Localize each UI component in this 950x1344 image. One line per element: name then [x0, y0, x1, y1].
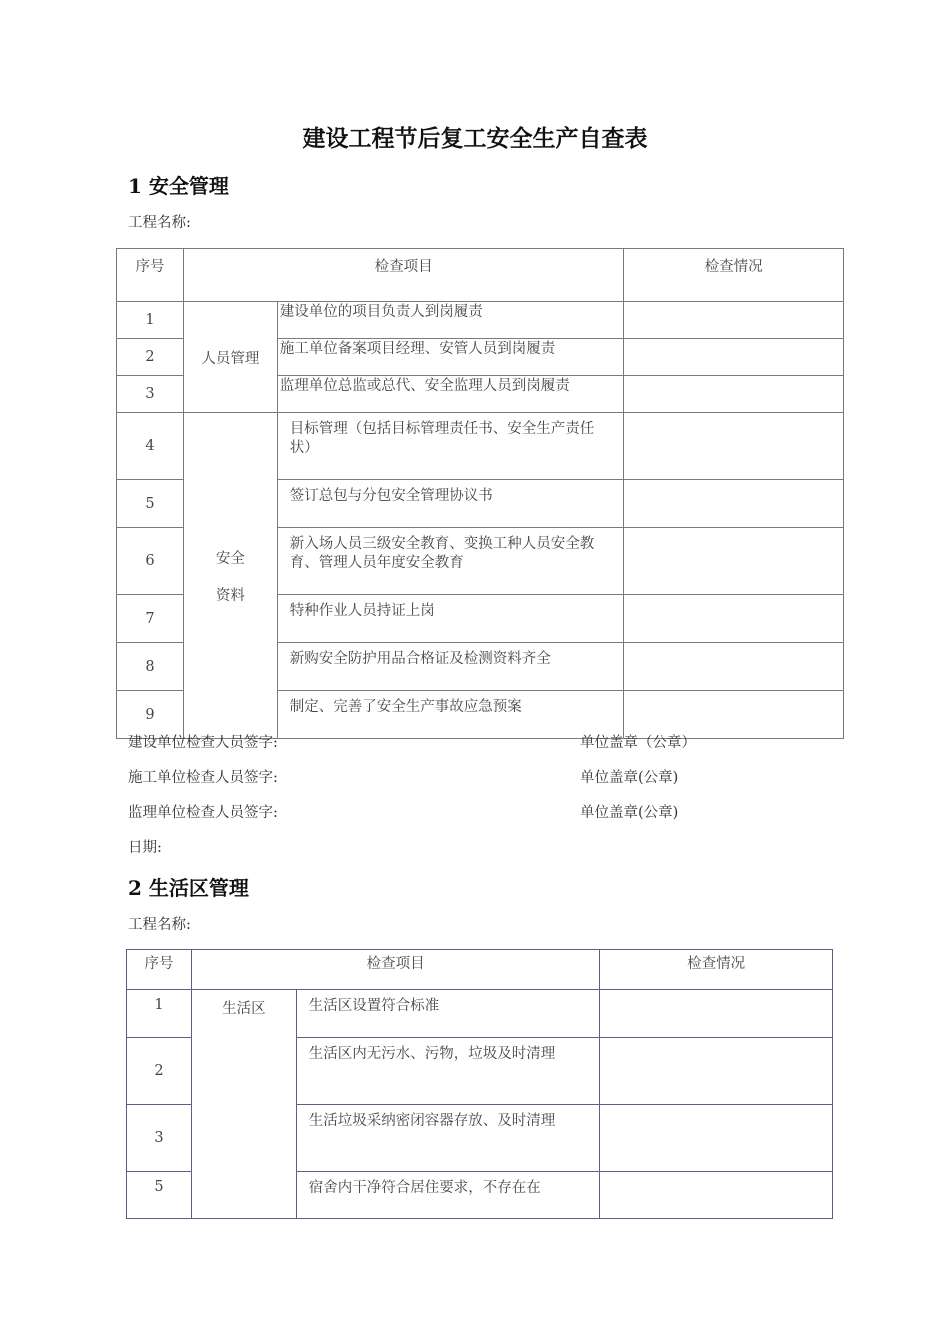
- row-item: 生活区设置符合标准: [296, 990, 600, 1038]
- status-cell[interactable]: [624, 643, 844, 691]
- signature-contractor-label: 施工单位检查人员签字:: [128, 770, 278, 786]
- row-item: 目标管理（包括目标管理责任书、安全生产责任状）: [277, 413, 624, 480]
- status-cell[interactable]: [600, 990, 833, 1038]
- status-cell[interactable]: [624, 339, 844, 376]
- status-cell[interactable]: [600, 1172, 833, 1219]
- row-no: 2: [117, 339, 184, 376]
- row-no: 9: [117, 691, 184, 739]
- table-header-row: [127, 950, 833, 990]
- group-personnel: 人员管理: [183, 302, 277, 413]
- row-item: 生活垃圾采纳密闭容器存放、及时清理: [296, 1105, 600, 1172]
- row-item: 监理单位总监或总代、安全监理人员到岗履责: [277, 376, 624, 413]
- row-no: 7: [117, 595, 184, 643]
- status-cell[interactable]: [624, 528, 844, 595]
- group-docs-line2: 资料: [215, 587, 245, 604]
- signature-construction-label: 建设单位检查人员签字:: [128, 735, 278, 751]
- table-row: [127, 990, 833, 1038]
- section1-project-name-label: 工程名称:: [128, 215, 191, 231]
- row-item: 建设单位的项目负责人到岗履责: [277, 302, 624, 339]
- status-cell[interactable]: [600, 1105, 833, 1172]
- row-no: 1: [127, 990, 192, 1038]
- row-no: 3: [117, 376, 184, 413]
- row-item: 新入场人员三级安全教育、变换工种人员安全教育、管理人员年度安全教育: [277, 528, 624, 595]
- status-cell[interactable]: [624, 595, 844, 643]
- table-row: [117, 302, 844, 339]
- seal-construction-label: 单位盖章（公章）: [580, 735, 696, 751]
- living-area-table: [126, 949, 833, 1219]
- seal-supervisor-label: 单位盖章(公章): [580, 805, 679, 821]
- status-cell[interactable]: [624, 413, 844, 480]
- table-row: [117, 413, 844, 480]
- row-no: 5: [127, 1172, 192, 1219]
- row-item: 生活区内无污水、污物，垃圾及时清理: [296, 1038, 600, 1105]
- signature-supervisor-label: 监理单位检查人员签字:: [128, 805, 278, 821]
- header-item: 检查项目: [183, 249, 623, 302]
- group-docs: [183, 413, 277, 739]
- row-no: 8: [117, 643, 184, 691]
- group-living: 生活区: [191, 990, 296, 1219]
- section1-heading: 1 安全管理: [128, 174, 229, 198]
- row-item: 宿舍内干净符合居住要求，不存在在: [296, 1172, 600, 1219]
- row-no: 3: [127, 1105, 192, 1172]
- section2-heading: 2 生活区管理: [128, 876, 249, 900]
- row-item: 签订总包与分包安全管理协议书: [277, 480, 624, 528]
- row-item: 制定、完善了安全生产事故应急预案: [277, 691, 624, 739]
- row-no: 5: [117, 480, 184, 528]
- row-no: 1: [117, 302, 184, 339]
- row-no: 6: [117, 528, 184, 595]
- group-docs-line1: 安全: [215, 550, 245, 567]
- row-item: 新购安全防护用品合格证及检测资料齐全: [277, 643, 624, 691]
- page-title: 建设工程节后复工安全生产自查表: [302, 125, 648, 152]
- status-cell[interactable]: [600, 1038, 833, 1105]
- header-status: 检查情况: [624, 249, 844, 302]
- row-item: 特种作业人员持证上岗: [277, 595, 624, 643]
- header-no: 序号: [117, 249, 184, 302]
- row-item: 施工单位备案项目经理、安管人员到岗履责: [277, 339, 624, 376]
- section2-project-name-label: 工程名称:: [128, 917, 191, 933]
- row-no: 2: [127, 1038, 192, 1105]
- header-item: 检查项目: [191, 950, 599, 990]
- row-no: 4: [117, 413, 184, 480]
- header-no: 序号: [127, 950, 192, 990]
- safety-management-table: [116, 248, 844, 739]
- date-label: 日期:: [128, 840, 162, 856]
- status-cell[interactable]: [624, 302, 844, 339]
- status-cell[interactable]: [624, 480, 844, 528]
- table-header-row: [117, 249, 844, 302]
- header-status: 检查情况: [600, 950, 833, 990]
- status-cell[interactable]: [624, 376, 844, 413]
- seal-contractor-label: 单位盖章(公章): [580, 770, 679, 786]
